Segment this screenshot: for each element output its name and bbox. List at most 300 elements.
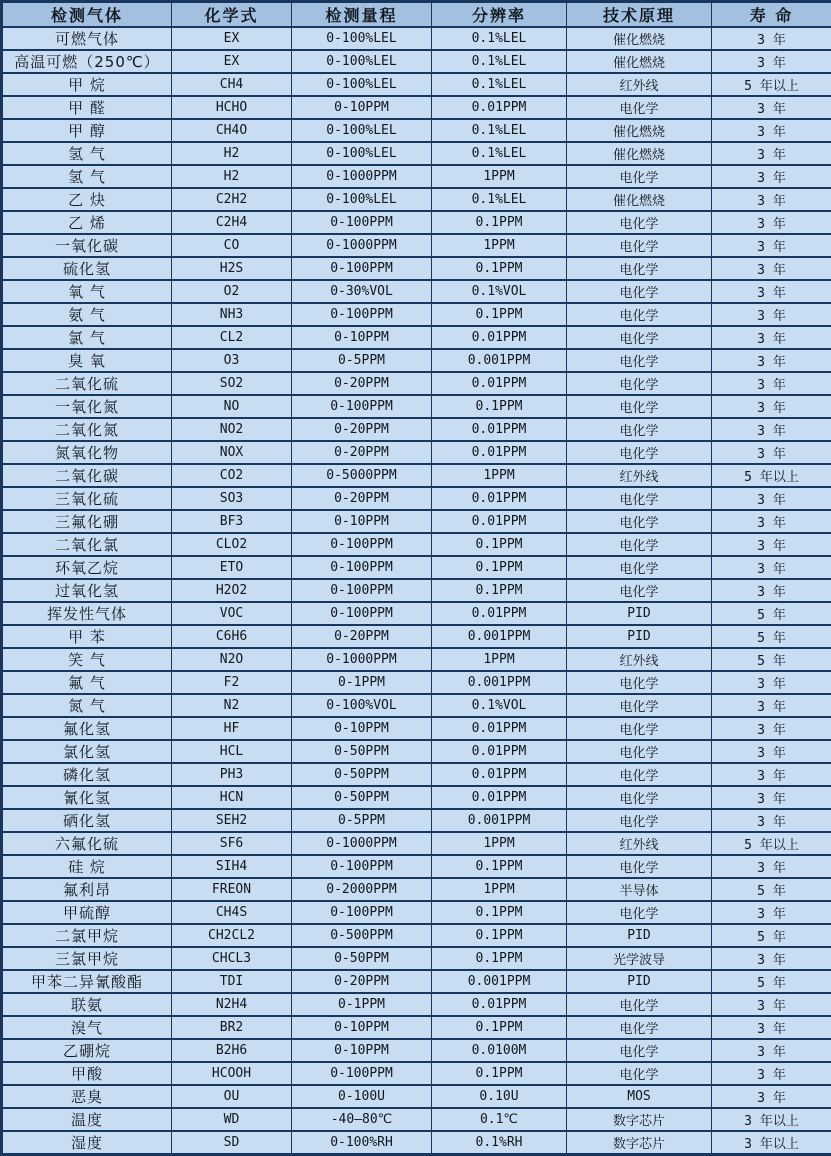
- table-row: [2, 372, 831, 395]
- cell-gas: 氮氧化物: [2, 441, 172, 464]
- cell-lifespan: 3 年: [712, 211, 831, 234]
- cell-resolution: 0.001PPM: [432, 970, 567, 993]
- cell-gas: 氮 气: [2, 694, 172, 717]
- cell-lifespan: 3 年: [712, 395, 831, 418]
- cell-principle: 电化学: [567, 579, 712, 602]
- cell-lifespan: 3 年: [712, 1085, 831, 1108]
- table-row: [2, 901, 831, 924]
- cell-lifespan: 5 年: [712, 648, 831, 671]
- cell-resolution: 1PPM: [432, 234, 567, 257]
- cell-gas: 三氟化硼: [2, 510, 172, 533]
- cell-principle: 电化学: [567, 487, 712, 510]
- cell-formula: NOX: [172, 441, 292, 464]
- cell-principle: PID: [567, 602, 712, 625]
- column-header-resolution: 分辨率: [432, 2, 567, 28]
- cell-formula: H2S: [172, 257, 292, 280]
- cell-resolution: 0.01PPM: [432, 602, 567, 625]
- cell-formula: CH4O: [172, 119, 292, 142]
- table-row: [2, 211, 831, 234]
- cell-formula: SO3: [172, 487, 292, 510]
- cell-formula: OU: [172, 1085, 292, 1108]
- cell-lifespan: 3 年: [712, 441, 831, 464]
- table-row: [2, 27, 831, 50]
- cell-gas: 甲 烷: [2, 73, 172, 96]
- cell-range: 0-100PPM: [292, 395, 432, 418]
- cell-resolution: 0.10U: [432, 1085, 567, 1108]
- cell-formula: C2H4: [172, 211, 292, 234]
- cell-lifespan: 3 年: [712, 786, 831, 809]
- cell-formula: FREON: [172, 878, 292, 901]
- cell-principle: 电化学: [567, 786, 712, 809]
- table-row: [2, 349, 831, 372]
- cell-range: 0-1000PPM: [292, 648, 432, 671]
- table-row: [2, 947, 831, 970]
- table-row: [2, 1039, 831, 1062]
- cell-principle: PID: [567, 970, 712, 993]
- cell-resolution: 0.001PPM: [432, 809, 567, 832]
- cell-gas: 过氧化氢: [2, 579, 172, 602]
- cell-lifespan: 3 年: [712, 809, 831, 832]
- cell-range: 0-100PPM: [292, 211, 432, 234]
- cell-principle: PID: [567, 924, 712, 947]
- cell-range: 0-50PPM: [292, 763, 432, 786]
- cell-resolution: 0.1PPM: [432, 395, 567, 418]
- cell-formula: CH2CL2: [172, 924, 292, 947]
- cell-lifespan: 3 年: [712, 326, 831, 349]
- cell-resolution: 0.1PPM: [432, 579, 567, 602]
- cell-formula: N2O: [172, 648, 292, 671]
- table-row: [2, 50, 831, 73]
- table-row: [2, 1016, 831, 1039]
- table-row: [2, 970, 831, 993]
- cell-resolution: 1PPM: [432, 464, 567, 487]
- cell-lifespan: 5 年: [712, 625, 831, 648]
- table-row: [2, 602, 831, 625]
- cell-resolution: 0.1PPM: [432, 855, 567, 878]
- table-row: [2, 165, 831, 188]
- cell-formula: CH4: [172, 73, 292, 96]
- cell-range: 0-1000PPM: [292, 234, 432, 257]
- cell-lifespan: 5 年以上: [712, 464, 831, 487]
- cell-lifespan: 5 年: [712, 602, 831, 625]
- cell-range: 0-100U: [292, 1085, 432, 1108]
- cell-gas: 臭 氧: [2, 349, 172, 372]
- cell-principle: 电化学: [567, 349, 712, 372]
- cell-lifespan: 5 年: [712, 970, 831, 993]
- table-row: [2, 740, 831, 763]
- cell-range: 0-100%LEL: [292, 73, 432, 96]
- cell-principle: 电化学: [567, 556, 712, 579]
- cell-resolution: 0.1℃: [432, 1108, 567, 1131]
- cell-gas: 氧 气: [2, 280, 172, 303]
- cell-formula: HCL: [172, 740, 292, 763]
- cell-principle: 电化学: [567, 671, 712, 694]
- table-row: [2, 1085, 831, 1108]
- cell-formula: O2: [172, 280, 292, 303]
- cell-gas: 二氧化硫: [2, 372, 172, 395]
- cell-resolution: 0.01PPM: [432, 96, 567, 119]
- cell-resolution: 1PPM: [432, 165, 567, 188]
- cell-principle: PID: [567, 625, 712, 648]
- cell-principle: 电化学: [567, 372, 712, 395]
- cell-principle: 电化学: [567, 1062, 712, 1085]
- cell-range: 0-20PPM: [292, 487, 432, 510]
- cell-principle: 电化学: [567, 395, 712, 418]
- gas-table-body: [2, 27, 831, 1155]
- cell-range: 0-100%RH: [292, 1131, 432, 1155]
- cell-resolution: 1PPM: [432, 648, 567, 671]
- cell-formula: SF6: [172, 832, 292, 855]
- cell-resolution: 0.1PPM: [432, 211, 567, 234]
- cell-gas: 恶臭: [2, 1085, 172, 1108]
- cell-formula: BF3: [172, 510, 292, 533]
- cell-range: 0-100PPM: [292, 533, 432, 556]
- table-row: [2, 418, 831, 441]
- cell-principle: 电化学: [567, 280, 712, 303]
- cell-gas: 氟利昂: [2, 878, 172, 901]
- cell-gas: 笑 气: [2, 648, 172, 671]
- cell-lifespan: 3 年以上: [712, 1131, 831, 1155]
- cell-lifespan: 3 年: [712, 579, 831, 602]
- column-header-range: 检测量程: [292, 2, 432, 28]
- cell-gas: 乙 烯: [2, 211, 172, 234]
- cell-range: 0-2000PPM: [292, 878, 432, 901]
- cell-range: 0-50PPM: [292, 740, 432, 763]
- cell-range: 0-500PPM: [292, 924, 432, 947]
- cell-gas: 氰化氢: [2, 786, 172, 809]
- cell-principle: 数字芯片: [567, 1131, 712, 1155]
- cell-resolution: 0.1PPM: [432, 901, 567, 924]
- cell-range: 0-5000PPM: [292, 464, 432, 487]
- cell-range: 0-30%VOL: [292, 280, 432, 303]
- cell-range: 0-100PPM: [292, 556, 432, 579]
- cell-formula: BR2: [172, 1016, 292, 1039]
- cell-range: 0-10PPM: [292, 326, 432, 349]
- column-header-principle: 技术原理: [567, 2, 712, 28]
- cell-resolution: 1PPM: [432, 878, 567, 901]
- cell-gas: 甲酸: [2, 1062, 172, 1085]
- cell-resolution: 0.01PPM: [432, 326, 567, 349]
- cell-range: 0-20PPM: [292, 441, 432, 464]
- cell-range: -40—80℃: [292, 1108, 432, 1131]
- table-row: [2, 671, 831, 694]
- cell-principle: 光学波导: [567, 947, 712, 970]
- cell-principle: 电化学: [567, 901, 712, 924]
- cell-principle: 电化学: [567, 303, 712, 326]
- table-row: [2, 487, 831, 510]
- table-row: [2, 257, 831, 280]
- cell-range: 0-1000PPM: [292, 832, 432, 855]
- cell-resolution: 0.1PPM: [432, 533, 567, 556]
- cell-gas: 挥发性气体: [2, 602, 172, 625]
- cell-resolution: 0.001PPM: [432, 671, 567, 694]
- cell-resolution: 0.001PPM: [432, 349, 567, 372]
- cell-formula: NO: [172, 395, 292, 418]
- cell-gas: 联氨: [2, 993, 172, 1016]
- cell-resolution: 1PPM: [432, 832, 567, 855]
- cell-principle: 电化学: [567, 740, 712, 763]
- cell-resolution: 0.1PPM: [432, 1016, 567, 1039]
- cell-gas: 六氟化硫: [2, 832, 172, 855]
- header-row: [2, 2, 831, 28]
- cell-principle: 电化学: [567, 763, 712, 786]
- cell-formula: TDI: [172, 970, 292, 993]
- cell-gas: 一氧化氮: [2, 395, 172, 418]
- cell-formula: CO: [172, 234, 292, 257]
- cell-gas: 甲硫醇: [2, 901, 172, 924]
- cell-resolution: 0.01PPM: [432, 993, 567, 1016]
- cell-lifespan: 5 年: [712, 878, 831, 901]
- cell-resolution: 0.01PPM: [432, 763, 567, 786]
- cell-gas: 乙硼烷: [2, 1039, 172, 1062]
- table-row: [2, 1108, 831, 1131]
- cell-principle: 红外线: [567, 464, 712, 487]
- cell-lifespan: 3 年: [712, 556, 831, 579]
- cell-range: 0-100PPM: [292, 303, 432, 326]
- cell-lifespan: 3 年: [712, 901, 831, 924]
- cell-lifespan: 3 年: [712, 165, 831, 188]
- cell-resolution: 0.01PPM: [432, 487, 567, 510]
- cell-gas: 二氧化氮: [2, 418, 172, 441]
- cell-gas: 氟 气: [2, 671, 172, 694]
- column-header-gas: 检测气体: [2, 2, 172, 28]
- cell-resolution: 0.1%LEL: [432, 50, 567, 73]
- cell-formula: SO2: [172, 372, 292, 395]
- cell-formula: F2: [172, 671, 292, 694]
- cell-range: 0-50PPM: [292, 786, 432, 809]
- cell-gas: 温度: [2, 1108, 172, 1131]
- cell-resolution: 0.1%LEL: [432, 119, 567, 142]
- column-header-formula: 化学式: [172, 2, 292, 28]
- cell-range: 0-100%LEL: [292, 50, 432, 73]
- cell-gas: 硒化氢: [2, 809, 172, 832]
- cell-resolution: 0.1%LEL: [432, 188, 567, 211]
- cell-formula: VOC: [172, 602, 292, 625]
- cell-range: 0-100PPM: [292, 1062, 432, 1085]
- cell-principle: 催化燃烧: [567, 142, 712, 165]
- column-header-lifespan: 寿 命: [712, 2, 831, 28]
- cell-formula: H2: [172, 165, 292, 188]
- cell-range: 0-5PPM: [292, 809, 432, 832]
- cell-lifespan: 3 年: [712, 947, 831, 970]
- cell-gas: 可燃气体: [2, 27, 172, 50]
- cell-lifespan: 3 年: [712, 533, 831, 556]
- cell-range: 0-10PPM: [292, 717, 432, 740]
- cell-principle: 电化学: [567, 418, 712, 441]
- cell-principle: 半导体: [567, 878, 712, 901]
- cell-formula: CL2: [172, 326, 292, 349]
- cell-gas: 氨 气: [2, 303, 172, 326]
- cell-lifespan: 3 年: [712, 96, 831, 119]
- cell-range: 0-100%LEL: [292, 27, 432, 50]
- cell-principle: 催化燃烧: [567, 188, 712, 211]
- cell-resolution: 0.01PPM: [432, 372, 567, 395]
- cell-range: 0-10PPM: [292, 1016, 432, 1039]
- cell-gas: 三氯甲烷: [2, 947, 172, 970]
- table-row: [2, 464, 831, 487]
- cell-gas: 三氧化硫: [2, 487, 172, 510]
- cell-range: 0-1PPM: [292, 993, 432, 1016]
- table-row: [2, 119, 831, 142]
- cell-lifespan: 3 年: [712, 280, 831, 303]
- table-row: [2, 855, 831, 878]
- cell-principle: 红外线: [567, 648, 712, 671]
- cell-resolution: 0.01PPM: [432, 441, 567, 464]
- table-row: [2, 1131, 831, 1155]
- cell-principle: 电化学: [567, 257, 712, 280]
- cell-principle: 电化学: [567, 1016, 712, 1039]
- cell-lifespan: 3 年: [712, 234, 831, 257]
- cell-lifespan: 3 年: [712, 1062, 831, 1085]
- table-row: [2, 924, 831, 947]
- table-row: [2, 96, 831, 119]
- cell-formula: HF: [172, 717, 292, 740]
- cell-gas: 甲 醛: [2, 96, 172, 119]
- table-row: [2, 533, 831, 556]
- cell-formula: N2: [172, 694, 292, 717]
- cell-resolution: 0.01PPM: [432, 418, 567, 441]
- table-row: [2, 188, 831, 211]
- table-row: [2, 717, 831, 740]
- table-row: [2, 142, 831, 165]
- cell-gas: 甲 苯: [2, 625, 172, 648]
- cell-gas: 二氧化碳: [2, 464, 172, 487]
- cell-resolution: 0.1%LEL: [432, 73, 567, 96]
- cell-principle: 电化学: [567, 855, 712, 878]
- cell-formula: C2H2: [172, 188, 292, 211]
- cell-lifespan: 5 年以上: [712, 73, 831, 96]
- cell-principle: 电化学: [567, 717, 712, 740]
- cell-lifespan: 3 年: [712, 50, 831, 73]
- cell-formula: CH4S: [172, 901, 292, 924]
- cell-resolution: 0.001PPM: [432, 625, 567, 648]
- cell-principle: 电化学: [567, 694, 712, 717]
- cell-resolution: 0.1PPM: [432, 1062, 567, 1085]
- cell-range: 0-20PPM: [292, 625, 432, 648]
- cell-lifespan: 3 年: [712, 510, 831, 533]
- cell-formula: WD: [172, 1108, 292, 1131]
- cell-formula: SD: [172, 1131, 292, 1155]
- table-row: [2, 993, 831, 1016]
- cell-principle: 催化燃烧: [567, 50, 712, 73]
- cell-resolution: 0.1PPM: [432, 303, 567, 326]
- cell-formula: HCN: [172, 786, 292, 809]
- cell-gas: 溴气: [2, 1016, 172, 1039]
- cell-principle: 电化学: [567, 533, 712, 556]
- cell-principle: 电化学: [567, 96, 712, 119]
- table-row: [2, 441, 831, 464]
- cell-principle: MOS: [567, 1085, 712, 1108]
- cell-range: 0-10PPM: [292, 1039, 432, 1062]
- cell-lifespan: 3 年: [712, 487, 831, 510]
- cell-lifespan: 3 年: [712, 763, 831, 786]
- cell-lifespan: 3 年: [712, 119, 831, 142]
- cell-principle: 电化学: [567, 510, 712, 533]
- cell-principle: 电化学: [567, 234, 712, 257]
- cell-range: 0-100PPM: [292, 257, 432, 280]
- cell-gas: 甲苯二异氰酸酯: [2, 970, 172, 993]
- cell-resolution: 0.01PPM: [432, 786, 567, 809]
- cell-lifespan: 3 年: [712, 717, 831, 740]
- cell-resolution: 0.1PPM: [432, 947, 567, 970]
- cell-lifespan: 3 年: [712, 993, 831, 1016]
- cell-range: 0-20PPM: [292, 372, 432, 395]
- table-row: [2, 395, 831, 418]
- cell-formula: H2O2: [172, 579, 292, 602]
- cell-gas: 氢 气: [2, 165, 172, 188]
- cell-formula: ETO: [172, 556, 292, 579]
- cell-resolution: 0.01PPM: [432, 510, 567, 533]
- cell-gas: 湿度: [2, 1131, 172, 1155]
- table-row: [2, 579, 831, 602]
- cell-principle: 电化学: [567, 993, 712, 1016]
- cell-lifespan: 3 年: [712, 1016, 831, 1039]
- table-row: [2, 303, 831, 326]
- table-row: [2, 326, 831, 349]
- cell-gas: 氢 气: [2, 142, 172, 165]
- table-row: [2, 878, 831, 901]
- cell-lifespan: 5 年: [712, 924, 831, 947]
- cell-range: 0-10PPM: [292, 510, 432, 533]
- cell-lifespan: 3 年: [712, 418, 831, 441]
- cell-formula: CHCL3: [172, 947, 292, 970]
- cell-range: 0-5PPM: [292, 349, 432, 372]
- cell-lifespan: 3 年: [712, 671, 831, 694]
- table-row: [2, 786, 831, 809]
- cell-formula: H2: [172, 142, 292, 165]
- cell-lifespan: 3 年: [712, 188, 831, 211]
- cell-lifespan: 3 年: [712, 257, 831, 280]
- table-header: [2, 2, 831, 28]
- cell-principle: 催化燃烧: [567, 119, 712, 142]
- cell-gas: 环氧乙烷: [2, 556, 172, 579]
- table-row: [2, 234, 831, 257]
- cell-gas: 二氧化氯: [2, 533, 172, 556]
- table-row: [2, 556, 831, 579]
- cell-range: 0-100%VOL: [292, 694, 432, 717]
- cell-principle: 电化学: [567, 1039, 712, 1062]
- cell-gas: 甲 醇: [2, 119, 172, 142]
- cell-range: 0-100%LEL: [292, 142, 432, 165]
- table-row: [2, 648, 831, 671]
- table-row: [2, 694, 831, 717]
- cell-formula: NO2: [172, 418, 292, 441]
- table-row: [2, 1062, 831, 1085]
- table-row: [2, 809, 831, 832]
- cell-lifespan: 3 年: [712, 303, 831, 326]
- cell-resolution: 0.1PPM: [432, 924, 567, 947]
- cell-range: 0-100%LEL: [292, 119, 432, 142]
- cell-formula: CLO2: [172, 533, 292, 556]
- cell-gas: 氯 气: [2, 326, 172, 349]
- cell-gas: 硅 烷: [2, 855, 172, 878]
- cell-lifespan: 3 年: [712, 349, 831, 372]
- cell-range: 0-100%LEL: [292, 188, 432, 211]
- table-row: [2, 832, 831, 855]
- table-row: [2, 625, 831, 648]
- cell-formula: EX: [172, 27, 292, 50]
- cell-formula: PH3: [172, 763, 292, 786]
- cell-lifespan: 3 年以上: [712, 1108, 831, 1131]
- cell-range: 0-1000PPM: [292, 165, 432, 188]
- cell-principle: 电化学: [567, 326, 712, 349]
- cell-resolution: 0.1%VOL: [432, 694, 567, 717]
- table-row: [2, 73, 831, 96]
- cell-formula: C6H6: [172, 625, 292, 648]
- cell-gas: 高温可燃（250℃）: [2, 50, 172, 73]
- cell-range: 0-20PPM: [292, 970, 432, 993]
- cell-resolution: 0.0100M: [432, 1039, 567, 1062]
